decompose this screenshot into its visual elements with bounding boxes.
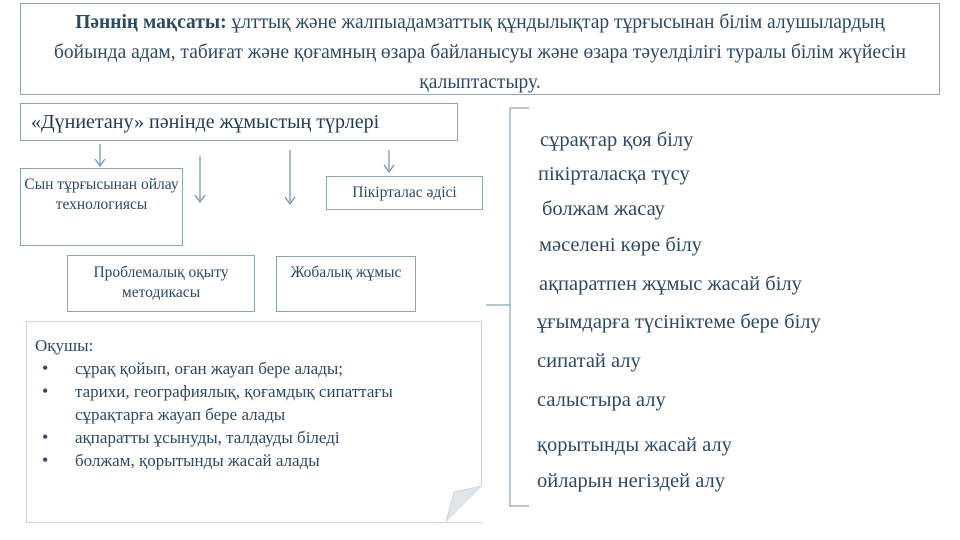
skill-item: пікірталасқа түсу <box>538 163 690 185</box>
list-item: • тарихи, географиялық, қоғамдық сипаттағы сұрақтарға жауап бере алады <box>75 380 471 426</box>
method-debate: Пікірталас әдісі <box>326 176 483 210</box>
types-title: «Дүниетану» пәнінде жұмыстың түрлері <box>20 103 458 141</box>
list-item: • сұрақ қойып, оған жауап бере алады; <box>75 357 471 380</box>
method-project-work: Жобалық жұмыс <box>276 256 416 312</box>
skill-item: салыстыра алу <box>537 389 666 411</box>
goal-label: Пәннің мақсаты: <box>75 12 227 33</box>
student-title: Оқушы: <box>35 336 94 355</box>
skill-item: сұрақтар қоя білу <box>540 129 694 151</box>
arrow-down-icon <box>193 156 207 204</box>
page-fold-icon <box>446 486 482 522</box>
skill-item: ақпаратпен жұмыс жасай білу <box>539 273 802 295</box>
skill-item: сипатай алу <box>537 350 641 372</box>
skill-item: болжам жасау <box>542 198 665 220</box>
skill-item: ұғымдарға түсініктеме бере білу <box>537 311 821 333</box>
method-critical-thinking: Сын тұрғысынан ойлау технологиясы <box>20 168 183 246</box>
skill-item: ойларын негіздей алу <box>537 470 725 492</box>
arrow-down-icon <box>283 150 297 206</box>
student-list <box>35 357 471 472</box>
list-item: • ақпаратты ұсынуды, талдауды біледі <box>75 426 471 449</box>
list-item: • болжам, қорытынды жасай алады <box>75 449 471 472</box>
method-problem-learning: Проблемалық оқыту методикасы <box>67 255 255 312</box>
skill-item: қорытынды жасай алу <box>537 434 732 456</box>
arrow-down-icon <box>382 150 396 174</box>
student-box <box>26 321 482 523</box>
goal-box <box>20 3 940 95</box>
arrow-down-icon <box>93 144 107 168</box>
bracket-icon <box>486 107 531 507</box>
skill-item: мәселені көре білу <box>539 234 702 256</box>
goal-text: ұлттық және жалпыадамзаттық құндылықтар тұрғысынан білім алушылардың бойында адам, табиғат және қоғамның өзара байланысуы және өзара тәуелділігі туралы білім жүйесін қалыптастыру. <box>54 12 906 93</box>
